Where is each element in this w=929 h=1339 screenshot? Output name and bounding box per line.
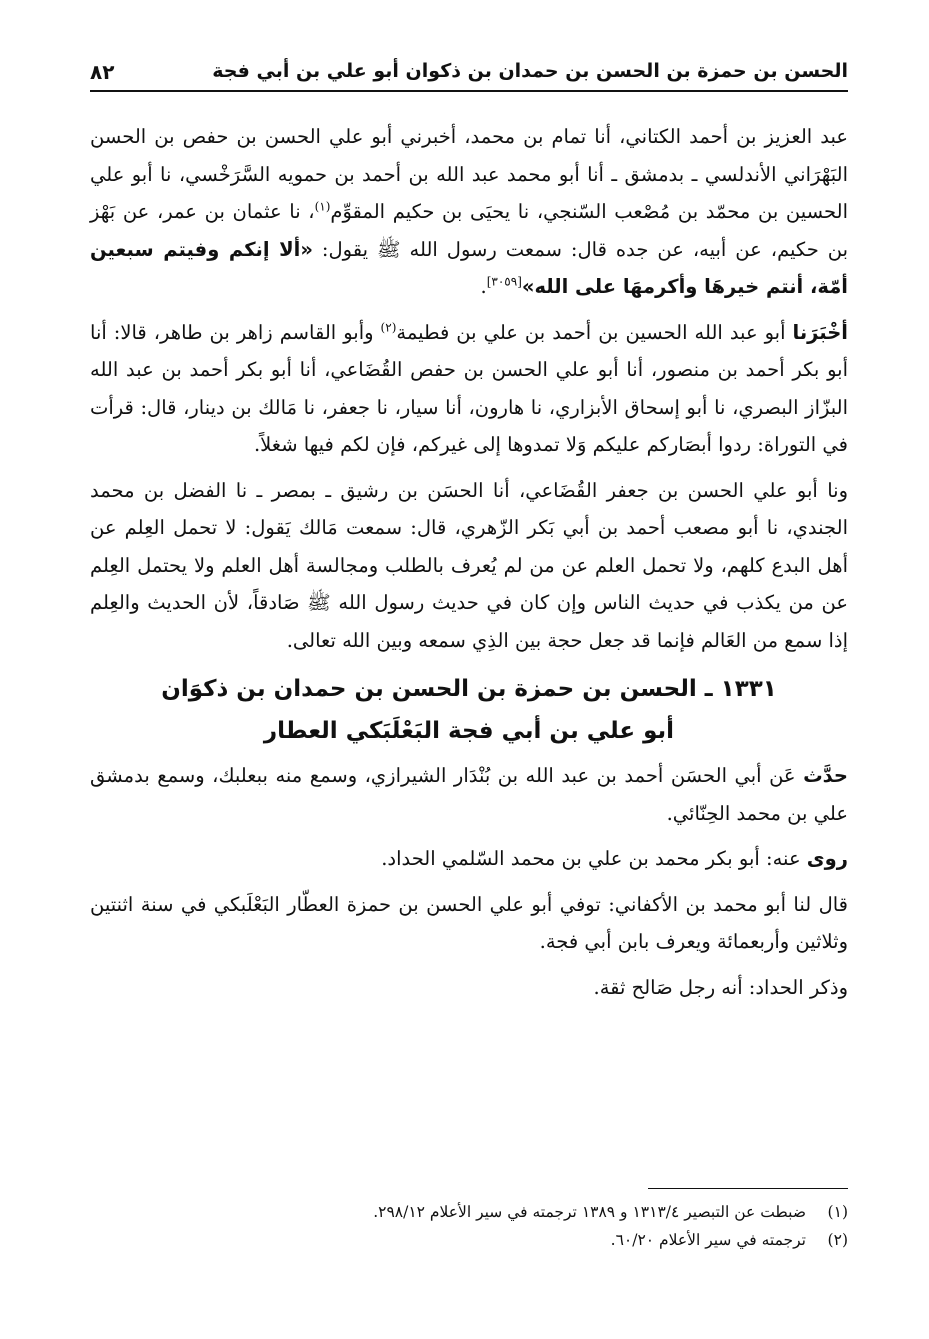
akhbarana-keyword: أخْبَرَنا [792, 320, 848, 344]
footnote-2 [90, 1226, 848, 1254]
paragraph-isnad-2 [90, 314, 848, 464]
footnote-number: (٢) [827, 1231, 848, 1249]
book-page [90, 40, 848, 1320]
paragraph-rawa [90, 840, 848, 878]
paragraph-akfani: قال لنا أبو محمد بن الأكفاني: توفي أبو علي الحسن بن حمزة العطّار البَعْلَبكي في سنة اثنتين وثلاثين وأربعمائة ويعرف بابن أبي فجة. [90, 892, 848, 953]
hadath-keyword: حدَّث [803, 764, 848, 787]
text-span: عبد العزيز بن أحمد الكتاني، أنا تمام بن محمد، أخبرني أبو علي الحسن بن حفص بن الحسن البَهْرَاني الأندلسي ـ بدمشق ـ أنا أبو محمد عبد الله بن أحمد بن حمويه السَّرَخْسي، نا أبو علي الحسين بن محمّد بن مُصْعب السّنجي، نا يحيَى بن حكيم المقوِّم [90, 125, 848, 223]
footnote-text: ضبطت عن التبصير ١٣١٣/٤ و ١٣٨٩ ترجمته في سير الأعلام ٢٩٨/١٢. [373, 1203, 806, 1221]
page-number: ٨٢ [90, 60, 115, 84]
paragraph-isnad-1 [90, 118, 848, 306]
paragraph-isnad-3: ونا أبو علي الحسن بن جعفر القُضَاعي، أنا الحسَن بن رشيق ـ بمصر ـ نا الفضل بن محمد الجندي، نا أبو مصعب أحمد بن أبي بَكر الزّهري، قال: سمعت مَالك يَقول: لا تحمل العِلم عن أهل البدع كلهم، ولا تحمل العلم عن من لم يُعرف بالطلب ومجالسة أهل العلم ولا يحتمل العِلم عن من يكذب في حديث الناس وإن كان في حديث رسول الله ﷺ صَادقاً، لأن الحديث والعِلم إذا سمع من العَالم فإنما قد جعل حجة بين الذِي سمعه وبين الله تعالى. [90, 478, 848, 652]
text-span: ، نا عثمان بن عمر، عن بَهْز بن حكيم، عن أبيه، عن جده قال: سمعت رسول الله ﷺ يقول: [90, 200, 849, 261]
footnote-text: ترجمته في سير الأعلام ٦٠/٢٠. [610, 1231, 806, 1249]
footnote-number: (١) [827, 1203, 848, 1221]
text-span: . [480, 275, 487, 298]
running-title: الحسن بن حمزة بن الحسن بن حمدان بن ذكوان أبو علي بن أبي فجة [212, 60, 848, 82]
paragraph-haddad: وذكر الحداد: أنه رجل صَالح ثقة. [593, 975, 848, 999]
text-span: أبو عبد الله الحسين بن أحمد بن علي بن فطيمة [396, 320, 793, 344]
text-span: وأبو القاسم زاهر بن طاهر، قالا: أنا أبو بكر أحمد بن منصور، أنا أبو علي الحسن بن حفص القُضَاعي، أنا أبو بكر أحمد بن عبد الله البزّاز البصري، نا أبو إسحاق الأبزاري، نا هارون، أنا سيار، نا جعفر، نا مَالك بن دينار، قال: قرأت في التوراة: ردوا أبصَاركم عليكم وَلا تمدوها إلى غيركم، فإن لكم فيها شغلاً. [90, 320, 848, 456]
paragraph-hadath [90, 757, 848, 832]
header-rule [90, 90, 848, 92]
page-header [90, 56, 848, 92]
footnote-marker-1: (١) [314, 199, 331, 214]
footnote-1 [90, 1198, 848, 1226]
hadith-quote: «ألا إنكم وفيتم سبعين أمّة، أنتم خيرهَا وأكرمهَا على الله» [90, 237, 848, 298]
entry-title-line-2: أبو علي بن أبي فجة البَعْلَبَكي العطار [263, 718, 675, 744]
text-span: عَن أبي الحسَن أحمد بن عبد الله بن بُنْدَار الشيرازي، وسمع منه ببعلبك، وسمع بدمشق علي بن محمد الحِنّائي. [90, 764, 848, 825]
main-text [90, 118, 848, 1014]
footnote-marker-2: (٢) [380, 320, 397, 334]
entry-title-line-1: ١٣٣١ ـ الحسن بن حمزة بن الحسن بن حمدان بن ذكوَان [161, 676, 777, 702]
footnote-rule [648, 1188, 848, 1189]
footnotes [90, 1198, 848, 1254]
rawa-keyword: روى [806, 847, 848, 870]
text-span: عنه: أبو بكر محمد بن علي بن محمد السّلمي الحداد. [381, 847, 807, 870]
hadith-reference: [٣٠٥٩] [486, 274, 522, 289]
